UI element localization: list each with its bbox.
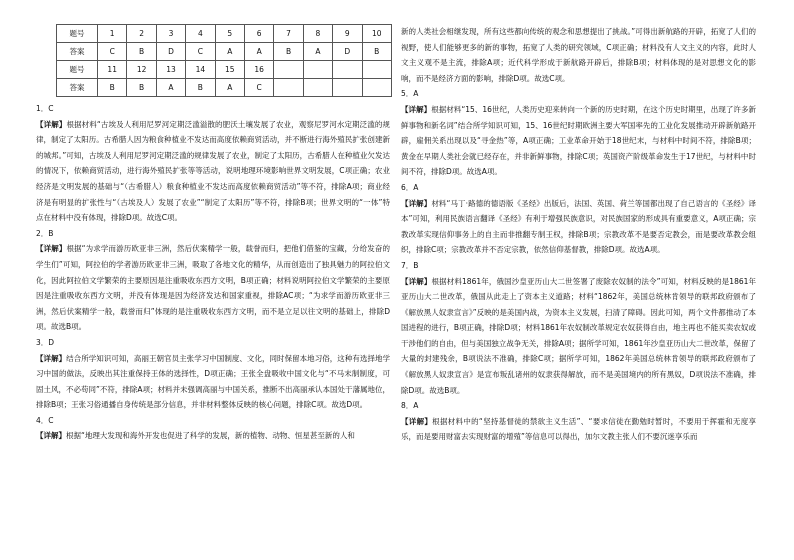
answer-table-cell: 14 bbox=[186, 61, 215, 79]
answer-table-cell: 12 bbox=[127, 61, 156, 79]
answer-table-row bbox=[57, 79, 392, 97]
q6-number: 6．A bbox=[401, 182, 419, 192]
q7-number: 7．B bbox=[401, 260, 419, 270]
answer-table-cell: A bbox=[156, 79, 185, 97]
answer-table-row bbox=[57, 25, 392, 43]
q4-number: 4．C bbox=[36, 415, 54, 425]
answer-table-cell: A bbox=[215, 79, 244, 97]
answer-table-cell bbox=[362, 61, 391, 79]
q8-number: 8．A bbox=[401, 401, 419, 411]
answer-table-cell: B bbox=[127, 79, 156, 97]
answer-table-cell: 13 bbox=[156, 61, 185, 79]
answer-table-cell: 9 bbox=[333, 25, 362, 43]
answer-table-cell: C bbox=[98, 43, 127, 61]
answer-table-cell: 5 bbox=[215, 25, 244, 43]
q1-number: 1．C bbox=[36, 104, 54, 113]
answer-table-cell: 7 bbox=[274, 25, 303, 43]
q8-explanation bbox=[401, 414, 756, 445]
q4-explanation-continued: 新的人类社会相继发现，所有这些都向传统的观念和思想提出了挑战。”可得出新航路的开辟，拓宽了人们的视野，使人们能够更多的新的事物，拓宽了人类的研究领域，C项正确；材料没有人文主义的内容，此时人文主义观不是主流，排除A项；近代科学形成于新航路开辟后，排除B项；材料体现的是对思想文化的影响，而不是经济方面的影响，排除D项。故选C项。 bbox=[401, 27, 756, 83]
q1-label: 【详解】 bbox=[36, 119, 67, 129]
answer-table-cell: D bbox=[156, 43, 185, 61]
q3-body: 结合所学知识可知，高丽王朝官员主张学习中国制度、文化，同时保留本地习俗，这种有选择地学习中国的做法，反映出其注重保持王体的选择性，D项正确；王张全盘吸收中国文化与“不马末制制度，可固土风，不必苟同”不符，排除A项；材料并未强调高丽与中国关系，推断不出高丽承认本国处于藩属地位，排除B项；王张习俗通播自身传统是部分信息，并非材料整体反映的核心问题，排除C项。故选D项。 bbox=[36, 353, 391, 410]
answer-table-cell: B bbox=[362, 43, 391, 61]
answer-table-cell: 6 bbox=[244, 25, 273, 43]
answer-table-cell: B bbox=[98, 79, 127, 97]
answer-table-cell: C bbox=[186, 43, 215, 61]
q4-explanation bbox=[36, 428, 390, 444]
answer-table-cell: D bbox=[333, 43, 362, 61]
answer-table-row-header: 答案 bbox=[57, 43, 98, 61]
answer-table-cell: 1 bbox=[98, 25, 127, 43]
q6-label: 【详解】 bbox=[401, 198, 432, 208]
q3-number: 3．D bbox=[36, 337, 55, 347]
q1-body: 根据材料“古埃及人利用尼罗河定期泛滥溢散的肥沃土壤发展了农业，观察尼罗河水定期泛滥的规律，制定了太阳历。古希腊人因为粮食种植业不发达而高度依赖商贸活动，并不断进行海外殖民扩张创建新的城邦。”可知，古埃及人利用尼罗河定期泛滥的规律发展了农业，制定了太阳历，古希腊人在种植业欠发达的情况下，依赖商贸活动，进行海外殖民扩张等等活动，说明地理环境影响世界文明发展，C项正确；农业经济是文明发展的基础与“（古希腊人）粮食种植业不发达而高度依赖商贸活动”等不符，排除A项；商业经济是有明显的扩张性与“（古埃及人）发展了农业”“制定了太阳历”等不符，排除B项；世界文明的“一体”特点在材料中没有体现，排除D项。故选C项。 bbox=[36, 119, 391, 223]
answer-table-cell: B bbox=[127, 43, 156, 61]
q2-body: 根据“为求学而游历欧亚非三洲，然后伏案精学一般，载誉而归，把他们借鉴的宝藏，分给发奋的学生们”可知，阿拉伯的学者游历欧亚非三洲，吸取了各地文化的精华，从而创造出了独具魅力的阿拉伯文化，因此阿拉伯文学繁荣的主要原因是注重吸收东西方文明，B项正确；材料说明阿拉伯文学繁荣的主要原因是注重吸收东西方文明，并没有体现是因为经济发达和国家重视，排除AC项；“为求学而游历欧亚非三洲，然后伏案精学一般，载誉而归”体现的是注重吸收东西方文明，而不是立足以往文明的基础上，排除D项。故选B项。 bbox=[36, 244, 391, 332]
answer-table-cell: B bbox=[274, 43, 303, 61]
q2-label: 【详解】 bbox=[36, 244, 67, 254]
answer-table-cell: 11 bbox=[98, 61, 127, 79]
q7-explanation bbox=[401, 274, 756, 399]
q2-number: 2．B bbox=[36, 228, 54, 238]
q4-body: 根据“地理大发现和海外开发也促进了科学的发展，新的植物、动物、恒星甚至新的人和 bbox=[66, 431, 355, 441]
q8-body: 根据材料中的“坚持基督徒的禁欲主义生活”、“要求信徒在勤勉时暂时，不要用于挥霍和无度享乐，而是要用财富去实现财富的增殖”等信息可以得出，加尔文教主张人们不要沉迷享乐而 bbox=[401, 416, 757, 442]
answer-table-cell bbox=[303, 61, 332, 79]
answer-table-cell: 3 bbox=[156, 25, 185, 43]
answer-table-cell bbox=[333, 61, 362, 79]
q5-body: 根据材料“15、16世纪，人类历史迎来转向一个新的历史时期，在这个历史时期里，出现了许多新鲜事物和新名词”结合所学知识可知，15、16世纪时期欧洲主要大军国率先的工业化发展推动开辟新航路开辟，雇佣关系出现以及“寻金热”等，A项正确；工业革命开始于18世纪末，与材料中时间不符，排除B项；黄金在早期人类社会就已经存在，并非新鲜事物，排除C项；英国资产阶级革命发生于17世纪，与材料中时间不符，排除D项。故选A项。 bbox=[401, 104, 756, 177]
q7-label: 【详解】 bbox=[401, 276, 432, 286]
q1-explanation bbox=[36, 117, 390, 226]
answer-table-row-header: 题号 bbox=[57, 25, 98, 43]
q6-explanation bbox=[401, 196, 756, 258]
answer-table-cell bbox=[362, 79, 391, 97]
answer-table-cell: C bbox=[244, 79, 273, 97]
answer-table-row bbox=[57, 61, 392, 79]
answer-table-cell: A bbox=[303, 43, 332, 61]
right-column bbox=[401, 24, 756, 445]
answer-table-cell: B bbox=[186, 79, 215, 97]
q5-label: 【详解】 bbox=[401, 104, 432, 114]
q4-label: 【详解】 bbox=[36, 431, 66, 441]
q6-body: 材料“马丁·路德的德语版《圣经》出版后，法国、英国、荷兰等国都出现了自己语言的《圣经》译本”可知，利用民族语言翻译《圣经》有利于增强民族意识，对民族国家的形成具有重要意义，A项正确；宗教改革实现信仰事务上的自主而非推翻专制王权，排除B项；宗教改革不是要否定教会，而是要改革教会组织，排除C项；宗教改革并不否定宗教，依然信仰基督教，排除D项。故选A项。 bbox=[401, 198, 756, 255]
answer-table-cell bbox=[303, 79, 332, 97]
answer-table-row-header: 答案 bbox=[57, 79, 98, 97]
q5-explanation bbox=[401, 102, 756, 180]
answer-table-cell bbox=[333, 79, 362, 97]
answer-table-cell: 8 bbox=[303, 25, 332, 43]
answer-table-cell: 16 bbox=[244, 61, 273, 79]
answer-table bbox=[56, 24, 392, 97]
answer-table-cell bbox=[274, 61, 303, 79]
q3-label: 【详解】 bbox=[36, 353, 67, 363]
answer-table-cell: 15 bbox=[215, 61, 244, 79]
q2-explanation bbox=[36, 241, 390, 335]
left-column bbox=[36, 24, 390, 444]
answer-table-cell: 4 bbox=[186, 25, 215, 43]
q5-number: 5．A bbox=[401, 89, 419, 99]
answer-table-cell: 10 bbox=[362, 25, 391, 43]
answer-table-cell bbox=[274, 79, 303, 97]
q8-label: 【详解】 bbox=[401, 416, 433, 426]
q3-explanation bbox=[36, 351, 390, 413]
answer-table-cell: A bbox=[215, 43, 244, 61]
answer-table-row bbox=[57, 43, 392, 61]
answer-table-row-header: 题号 bbox=[57, 61, 98, 79]
answer-table-cell: 2 bbox=[127, 25, 156, 43]
answer-table-cell: A bbox=[244, 43, 273, 61]
q7-body: 根据材料1861年，俄国沙皇亚历山大二世签署了废除农奴制的法令”可知，材料反映的是1861年亚历山大二世改革，俄国从此走上了资本主义道路；材料“1862年，美国总统林肯领导的联邦政府颁布了《解放黑人奴隶宣言》”反映的是美国内战，为资本主义发展，扫清了障碍。因此可知，两个文件都推动了本国进程的进行，B项正确，排除D项；材料1861年农奴制改革规定农奴获得自由，地主再也不能买卖农奴或干涉他们的自由，但与美国独立战争无关，排除A项；据所学可知，1861年沙皇亚历山大二世改革，保留了大量的封建残余，B项说法不准确，排除C项；据所学可知，1862年美国总统林肯领导的联邦政府颁布了《解放黑人奴隶宣言》是宣布叛乱诸州的奴隶获得解放，而不是美国境内的所有黑奴，D项说法不准确，排除D项。故选B项。 bbox=[401, 276, 757, 395]
